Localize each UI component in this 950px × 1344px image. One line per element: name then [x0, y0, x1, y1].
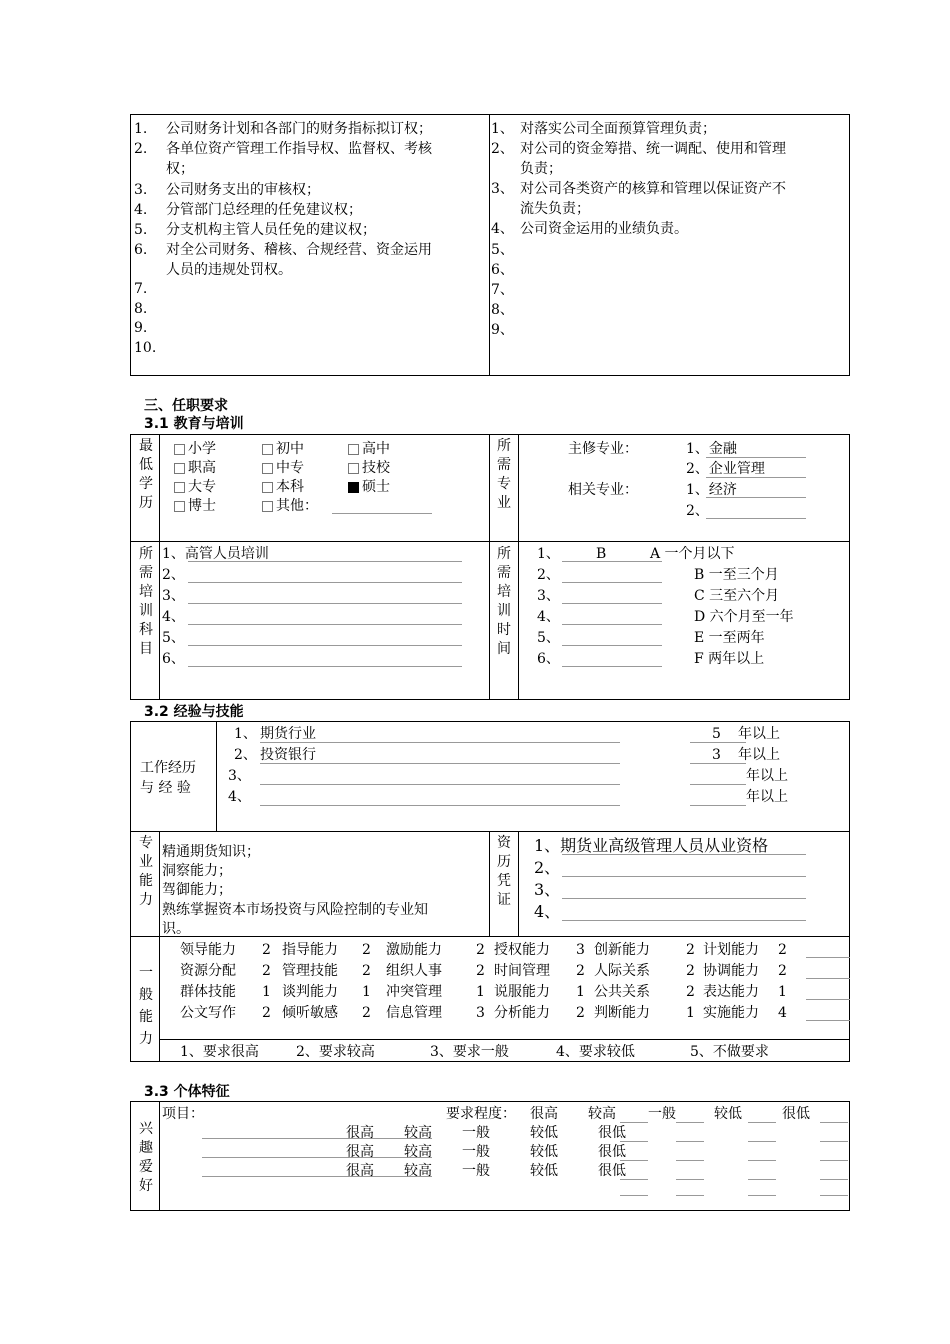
- level-option[interactable]: 较高: [588, 1106, 616, 1122]
- list-number: 4、: [491, 221, 514, 237]
- section-title: 三、任职要求: [144, 398, 228, 414]
- related-major-value: 1、经济: [686, 482, 737, 498]
- ability-line: 熟练掌握资本市场投资与风险控制的专业知: [162, 902, 428, 918]
- ability-name: 创新能力: [594, 942, 650, 958]
- item-field[interactable]: [202, 1157, 432, 1158]
- legend-item: 3、要求一般: [430, 1044, 509, 1060]
- training-time-row: 4、: [537, 609, 560, 625]
- score-underline: [806, 957, 850, 958]
- checkbox-icon: [348, 444, 359, 455]
- level-underline: [620, 1122, 648, 1123]
- ability-name: 实施能力: [703, 1005, 759, 1021]
- level-option[interactable]: 很高: [346, 1144, 374, 1160]
- ability-name: 激励能力: [386, 942, 442, 958]
- work-experience-label: 与 经 验: [140, 780, 191, 796]
- level-underline: [748, 1179, 776, 1180]
- ability-name: 信息管理: [386, 1005, 442, 1021]
- training-time-row: 6、: [537, 651, 560, 667]
- item-field[interactable]: [202, 1138, 432, 1139]
- ability-score: 2: [576, 1005, 585, 1021]
- list-number: 5.: [134, 222, 148, 238]
- level-option[interactable]: 很低: [598, 1125, 626, 1141]
- ability-score: 1: [686, 1005, 695, 1021]
- training-time-label: 所 需 培 训 时 间: [497, 546, 511, 657]
- ability-line: 精通期货知识；: [162, 844, 260, 860]
- ability-name: 表达能力: [703, 984, 759, 1000]
- ability-line: 驾御能力；: [162, 882, 232, 898]
- ability-name: 群体技能: [180, 984, 236, 1000]
- level-option[interactable]: 很低: [782, 1106, 810, 1122]
- ability-score: 2: [262, 942, 271, 958]
- ability-name: 领导能力: [180, 942, 236, 958]
- level-underline: [748, 1122, 776, 1123]
- ability-score: 2: [576, 963, 585, 979]
- ability-score: 3: [476, 1005, 485, 1021]
- duty-item: 对公司各类资产的核算和管理以保证资产不: [520, 181, 786, 197]
- score-underline: [806, 1020, 850, 1021]
- credential-item: 1、期货业高级管理人员从业资格: [534, 836, 769, 855]
- list-number: 7、: [491, 282, 514, 298]
- level-option[interactable]: 较低: [714, 1106, 742, 1122]
- list-number: 1、: [491, 121, 514, 137]
- level-option[interactable]: 一般: [462, 1144, 490, 1160]
- checked-checkbox-icon: [348, 482, 359, 493]
- experience-no: 4、: [228, 789, 251, 805]
- list-number: 9、: [491, 322, 514, 338]
- education-option[interactable]: 博士: [174, 497, 216, 515]
- checkbox-icon: [174, 463, 185, 474]
- experience-no: 3、: [228, 768, 251, 784]
- legend-item: 4、要求较低: [556, 1044, 635, 1060]
- level-underline: [620, 1179, 648, 1180]
- level-underline: [820, 1160, 848, 1161]
- duty-item: 负责；: [520, 161, 562, 177]
- list-number: 9.: [134, 320, 148, 336]
- experience-years: 3: [712, 747, 721, 763]
- list-number: 6.: [134, 242, 148, 258]
- education-option[interactable]: 职高: [174, 459, 216, 477]
- experience-field: 期货行业: [260, 726, 316, 742]
- general-ability-label: 一 般 能 力: [139, 965, 153, 1047]
- table-divider: [489, 114, 490, 376]
- list-number: 3、: [491, 181, 514, 197]
- ability-score: 2: [362, 1005, 371, 1021]
- ability-name: 资源分配: [180, 963, 236, 979]
- ability-name: 人际关系: [594, 963, 650, 979]
- training-subject: 4、: [162, 609, 185, 625]
- experience-unit: 年以上: [738, 726, 780, 742]
- interest-label: 兴 趣 爱 好: [139, 1121, 153, 1194]
- ability-score: 2: [686, 942, 695, 958]
- right-item: 对全公司财务、稽核、合规经营、资金运用: [166, 242, 432, 258]
- ability-name: 管理技能: [282, 963, 338, 979]
- training-time-value: B: [596, 546, 607, 562]
- level-underline: [820, 1195, 848, 1196]
- level-option[interactable]: 较高: [404, 1144, 432, 1160]
- level-underline: [820, 1179, 848, 1180]
- right-item: 公司财务支出的审核权；: [166, 182, 320, 198]
- education-option[interactable]: 大专: [174, 478, 216, 496]
- ability-score: 2: [686, 984, 695, 1000]
- level-underline: [620, 1141, 648, 1142]
- min-education-label: 最 低 学 历: [139, 438, 153, 511]
- list-number: 6、: [491, 262, 514, 278]
- experience-no: 1、: [234, 726, 257, 742]
- level-underline: [620, 1195, 648, 1196]
- time-option: F 两年以上: [694, 651, 765, 667]
- ability-name: 公共关系: [594, 984, 650, 1000]
- right-item: 各单位资产管理工作指导权、监督权、考核: [166, 141, 432, 157]
- education-option[interactable]: 中专: [262, 459, 304, 477]
- other-education-field[interactable]: [332, 513, 432, 514]
- level-option[interactable]: 一般: [462, 1163, 490, 1179]
- level-underline: [620, 1160, 648, 1161]
- ability-score: 2: [262, 1005, 271, 1021]
- list-number: 5、: [491, 242, 514, 258]
- time-option: A 一个月以下: [650, 546, 735, 562]
- subsection-title: 3.1 教育与培训: [144, 416, 244, 432]
- item-label: 项目：: [162, 1106, 204, 1122]
- level-underline: [748, 1141, 776, 1142]
- ability-name: 授权能力: [494, 942, 550, 958]
- legend-item: 5、不做要求: [690, 1044, 769, 1060]
- ability-name: 指导能力: [282, 942, 338, 958]
- ability-name: 协调能力: [703, 963, 759, 979]
- list-number: 8.: [134, 301, 148, 317]
- ability-score: 1: [576, 984, 585, 1000]
- ability-score: 4: [778, 1005, 787, 1021]
- level-underline: [676, 1160, 704, 1161]
- checkbox-icon: [174, 501, 185, 512]
- list-number: 2、: [491, 141, 514, 157]
- ability-score: 2: [476, 963, 485, 979]
- level-underline: [676, 1195, 704, 1196]
- work-experience-label: 工作经历: [140, 760, 196, 776]
- duty-item: 流失负责；: [520, 201, 590, 217]
- training-time-row: 1、: [537, 546, 560, 562]
- ability-score: 1: [778, 984, 787, 1000]
- training-subject: 2、: [162, 567, 185, 583]
- duty-item: 对公司的资金筹措、统一调配、使用和管理: [520, 141, 786, 157]
- checkbox-icon: [174, 482, 185, 493]
- main-major-value: 1、金融: [686, 441, 737, 457]
- experience-unit: 年以上: [746, 768, 788, 784]
- right-item: 分管部门总经理的任免建议权；: [166, 202, 362, 218]
- experience-field: 投资银行: [260, 747, 316, 763]
- time-option: B 一至三个月: [694, 567, 779, 583]
- level-underline: [676, 1179, 704, 1180]
- training-time-row: 3、: [537, 588, 560, 604]
- right-item: 人员的违规处罚权。: [166, 262, 292, 278]
- training-subject: 3、: [162, 588, 185, 604]
- ability-score: 1: [362, 984, 371, 1000]
- ability-name: 分析能力: [494, 1005, 550, 1021]
- ability-score: 1: [476, 984, 485, 1000]
- level-option[interactable]: 较低: [530, 1125, 558, 1141]
- ability-score: 2: [778, 942, 787, 958]
- major-label: 所 需 专 业: [497, 438, 511, 511]
- legend-item: 2、要求较高: [296, 1044, 375, 1060]
- ability-name: 公文写作: [180, 1005, 236, 1021]
- duty-item: 对落实公司全面预算管理负责；: [520, 121, 716, 137]
- score-underline: [806, 978, 850, 979]
- training-time-row: 2、: [537, 567, 560, 583]
- ability-score: 2: [362, 942, 371, 958]
- checkbox-icon: [348, 463, 359, 474]
- ability-score: 2: [262, 963, 271, 979]
- time-option: C 三至六个月: [694, 588, 780, 604]
- ability-score: 2: [476, 942, 485, 958]
- level-option[interactable]: 很高: [346, 1125, 374, 1141]
- level-underline: [676, 1141, 704, 1142]
- list-number: 7.: [134, 281, 148, 297]
- checkbox-icon: [262, 501, 273, 512]
- training-subject-label: 所 需 培 训 科 目: [139, 546, 153, 657]
- duty-item: 公司资金运用的业绩负责。: [520, 221, 688, 237]
- education-option[interactable]: 高中: [348, 440, 390, 458]
- credential-item: 4、: [534, 902, 561, 921]
- list-number: 1.: [134, 121, 148, 137]
- level-option[interactable]: 很低: [598, 1144, 626, 1160]
- ability-name: 倾听敏感: [282, 1005, 338, 1021]
- main-major-value: 2、企业管理: [686, 461, 765, 477]
- credential-item: 3、: [534, 880, 561, 899]
- experience-no: 2、: [234, 747, 257, 763]
- related-major-value: 2、: [686, 503, 709, 519]
- training-subject: 1、高管人员培训: [162, 546, 269, 562]
- degree-label: 要求程度：: [446, 1106, 516, 1122]
- credentials-label: 资 历 凭 证: [497, 835, 511, 908]
- item-field[interactable]: [202, 1176, 432, 1177]
- list-number: 2.: [134, 141, 148, 157]
- ability-score: 1: [262, 984, 271, 1000]
- professional-ability-label: 专 业 能 力: [139, 835, 153, 908]
- related-major-label: 相关专业：: [568, 482, 638, 498]
- checkbox-icon: [262, 463, 273, 474]
- experience-years: 5: [712, 726, 721, 742]
- right-item: 公司财务计划和各部门的财务指标拟订权；: [166, 121, 432, 137]
- education-option[interactable]: 技校: [348, 459, 390, 477]
- education-option[interactable]: 小学: [174, 440, 216, 458]
- ability-score: 3: [576, 942, 585, 958]
- level-option[interactable]: 较高: [404, 1125, 432, 1141]
- main-major-label: 主修专业：: [568, 441, 638, 457]
- right-item: 分支机构主管人员任免的建议权；: [166, 222, 376, 238]
- ability-name: 时间管理: [494, 963, 550, 979]
- level-underline: [748, 1195, 776, 1196]
- ability-line: 洞察能力；: [162, 863, 232, 879]
- list-number: 10.: [134, 340, 157, 356]
- level-underline: [748, 1160, 776, 1161]
- list-number: 8、: [491, 302, 514, 318]
- checkbox-icon: [262, 444, 273, 455]
- ability-name: 谈判能力: [282, 984, 338, 1000]
- education-option[interactable]: 初中: [262, 440, 304, 458]
- score-underline: [806, 999, 850, 1000]
- level-underline: [820, 1122, 848, 1123]
- level-option[interactable]: 一般: [462, 1125, 490, 1141]
- time-option: E 一至两年: [694, 630, 765, 646]
- level-option[interactable]: 很高: [346, 1163, 374, 1179]
- time-option: D 六个月至一年: [694, 609, 794, 625]
- level-option[interactable]: 很低: [598, 1163, 626, 1179]
- checkbox-icon: [262, 482, 273, 493]
- training-subject: 5、: [162, 630, 185, 646]
- level-option[interactable]: 较低: [530, 1144, 558, 1160]
- education-option-selected[interactable]: 硕士: [348, 478, 390, 496]
- checkbox-icon: [174, 444, 185, 455]
- ability-name: 组织人事: [386, 963, 442, 979]
- experience-unit: 年以上: [746, 789, 788, 805]
- legend-item: 1、要求很高: [180, 1044, 259, 1060]
- level-underline: [820, 1141, 848, 1142]
- level-underline: [676, 1122, 704, 1123]
- right-item: 权；: [166, 161, 194, 177]
- level-option[interactable]: 一般: [648, 1106, 676, 1122]
- education-option[interactable]: 其他：: [262, 497, 318, 515]
- training-time-row: 5、: [537, 630, 560, 646]
- ability-score: 2: [686, 963, 695, 979]
- credential-item: 2、: [534, 858, 561, 877]
- list-number: 4.: [134, 202, 148, 218]
- ability-name: 冲突管理: [386, 984, 442, 1000]
- list-number: 3.: [134, 182, 148, 198]
- level-option[interactable]: 较高: [404, 1163, 432, 1179]
- ability-score: 2: [362, 963, 371, 979]
- ability-score: 2: [778, 963, 787, 979]
- ability-line: 识。: [162, 921, 190, 937]
- ability-name: 判断能力: [594, 1005, 650, 1021]
- subsection-title: 3.3 个体特征: [144, 1084, 230, 1100]
- ability-name: 说服能力: [494, 984, 550, 1000]
- experience-unit: 年以上: [738, 747, 780, 763]
- ability-name: 计划能力: [703, 942, 759, 958]
- level-option[interactable]: 较低: [530, 1163, 558, 1179]
- subsection-title: 3.2 经验与技能: [144, 704, 244, 720]
- education-option[interactable]: 本科: [262, 478, 304, 496]
- training-subject: 6、: [162, 651, 185, 667]
- level-option[interactable]: 很高: [530, 1106, 558, 1122]
